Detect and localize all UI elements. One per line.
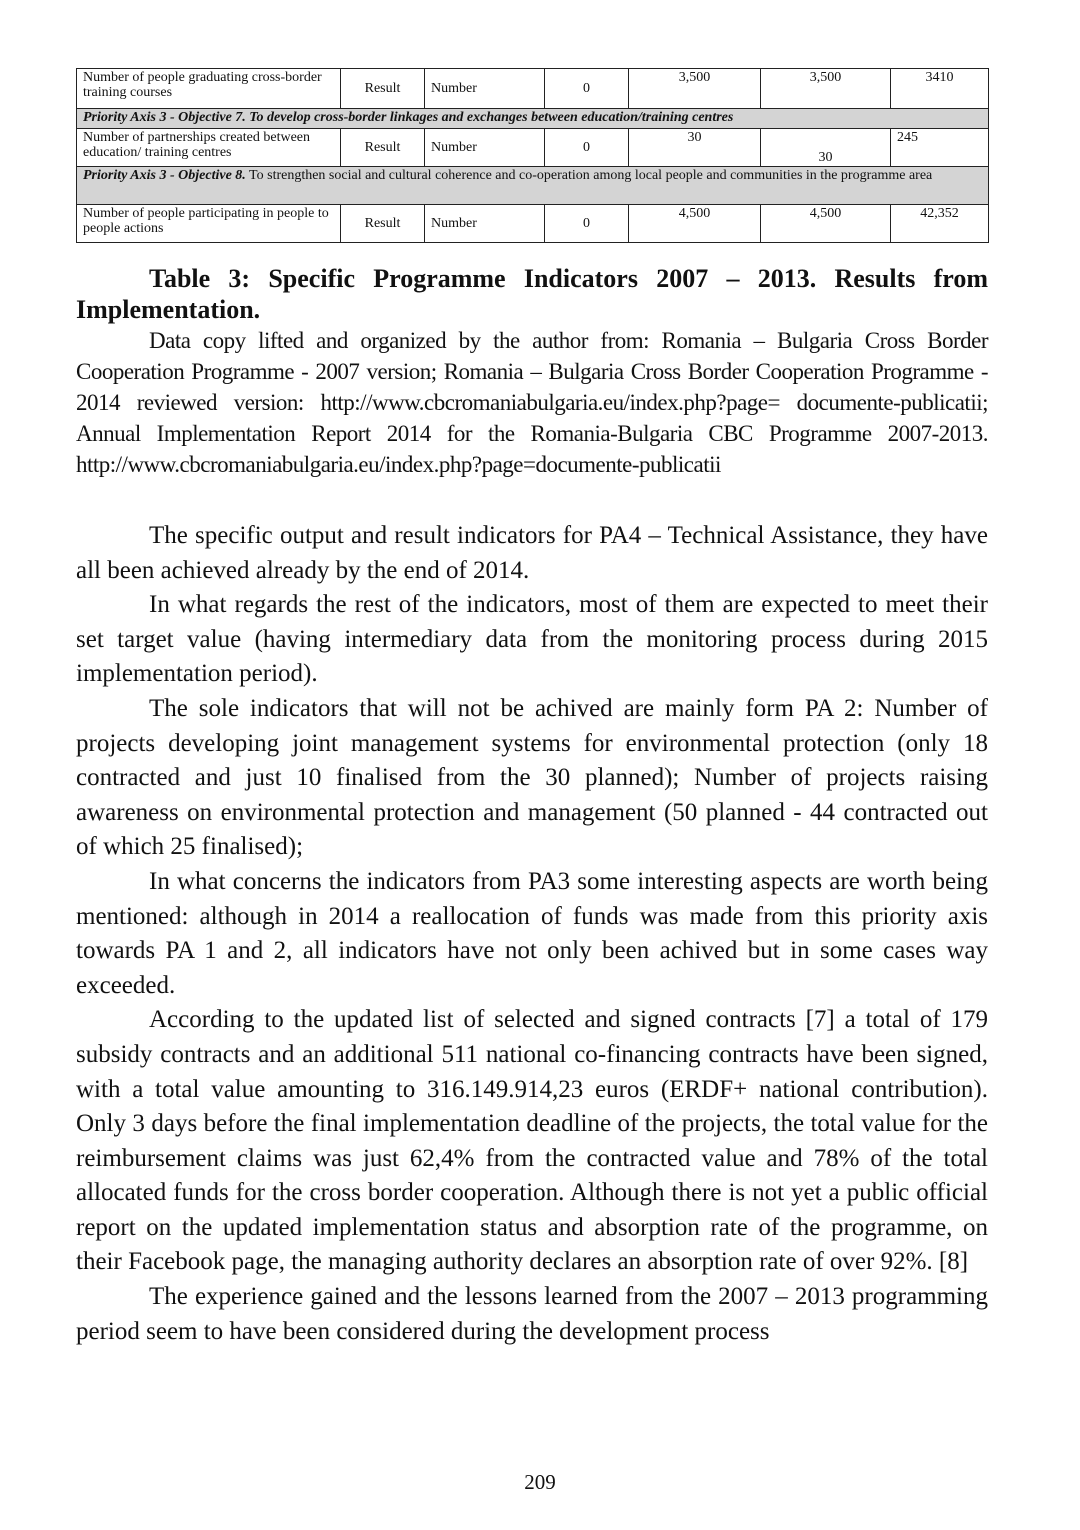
baseline-cell: 0 bbox=[545, 69, 629, 109]
indicator-cell: Number of people participating in people to people actions bbox=[77, 205, 341, 243]
table-row bbox=[77, 129, 989, 167]
axis-description: To strengthen social and cultural coherence and co-operation among local people and communities in the programme area bbox=[245, 168, 933, 183]
table-source: Data copy lifted and organized by the author from: Romania – Bulgaria Cross Border Cooperation Programme - 2007 version; Romania – Bulgaria Cross Border Cooperation Programme - 2014 reviewed version: http://www.cbcromaniabulgaria.eu/index.php?page= documente-publicatii; Annual Implementation Report 2014 for the Romania-Bulgaria CBC Programme 2007-2013. http://www.cbcromaniabulgaria.eu/index.php?page=documente-publicatii bbox=[76, 328, 988, 477]
paragraph: The experience gained and the lessons learned from the 2007 – 2013 programming period seem to have been considered during the development process bbox=[76, 1283, 988, 1345]
target-2014-cell: 3,500 bbox=[761, 69, 891, 109]
paragraph: The specific output and result indicators for PA4 – Technical Assistance, they have all been achieved already by the end of 2014. bbox=[76, 522, 988, 584]
unit-cell: Number bbox=[425, 205, 545, 243]
page-number: 209 bbox=[524, 1470, 556, 1494]
target-2014-cell: 30 bbox=[761, 129, 891, 167]
paragraph: According to the updated list of selected and signed contracts [7] a total of 179 subsidy contracts and an additional 511 national co-financing contracts have been signed, with a total value amounting to 316.149.914,23 euros (ERDF+ national contribution). Only 3 days before the final implementation deadline of the projects, the total value for the reimbursement claims was just 62,4% from the contracted value and 78% of the total allocated funds for the cross border cooperation. Although there is not yet a public official report on the updated implementation status and absorption rate of the programme, on their Facebook page, the managing authority declares an absorption rate of over 92%. [8] bbox=[76, 1006, 988, 1276]
achieved-cell: 42,352 bbox=[891, 205, 989, 243]
table-caption: Table 3: Specific Programme Indicators 2007 – 2013. Results from Implementation. bbox=[76, 264, 988, 324]
target-2007-cell: 30 bbox=[629, 129, 761, 167]
paragraph: In what regards the rest of the indicators, most of them are expected to meet their set target value (having intermediary data from the monitoring process during 2015 implementation period). bbox=[76, 591, 988, 688]
category-cell: Result bbox=[341, 205, 425, 243]
target-2007-cell: 3,500 bbox=[629, 69, 761, 109]
axis-title: Priority Axis 3 - Objective 7. To develop cross-border linkages and exchanges between education/training centres bbox=[83, 110, 734, 125]
indicators-table bbox=[76, 68, 989, 243]
category-cell: Result bbox=[341, 129, 425, 167]
baseline-cell: 0 bbox=[545, 129, 629, 167]
table-row bbox=[77, 205, 989, 243]
target-2014-cell: 4,500 bbox=[761, 205, 891, 243]
category-cell: Result bbox=[341, 69, 425, 109]
baseline-cell: 0 bbox=[545, 205, 629, 243]
axis-title: Priority Axis 3 - Objective 8. bbox=[83, 168, 246, 183]
target-2007-cell: 4,500 bbox=[629, 205, 761, 243]
priority-axis-row bbox=[77, 109, 989, 129]
page-content bbox=[76, 68, 988, 1349]
unit-cell: Number bbox=[425, 69, 545, 109]
body-text bbox=[76, 519, 988, 1349]
unit-cell: Number bbox=[425, 129, 545, 167]
indicator-cell: Number of people graduating cross-border training courses bbox=[77, 69, 341, 109]
achieved-cell: 245 bbox=[891, 129, 989, 167]
paragraph: The sole indicators that will not be achived are mainly form PA 2: Number of projects developing joint management systems for environmental protection (only 18 contracted and just 10 finalised from the 30 planned); Number of projects raising awareness on environmental protection and management (50 planned - 44 contracted out of which 25 finalised); bbox=[76, 694, 988, 861]
indicator-cell: Number of partnerships created between education/ training centres bbox=[77, 129, 341, 167]
table-row bbox=[77, 69, 989, 109]
achieved-cell: 3410 bbox=[891, 69, 989, 109]
priority-axis-row bbox=[77, 167, 989, 205]
paragraph: In what concerns the indicators from PA3 some interesting aspects are worth being mentioned: although in 2014 a reallocation of funds was made from this priority axis towards PA 1 and 2, all indicators have not only been achived but in some cases way exceeded. bbox=[76, 867, 988, 999]
